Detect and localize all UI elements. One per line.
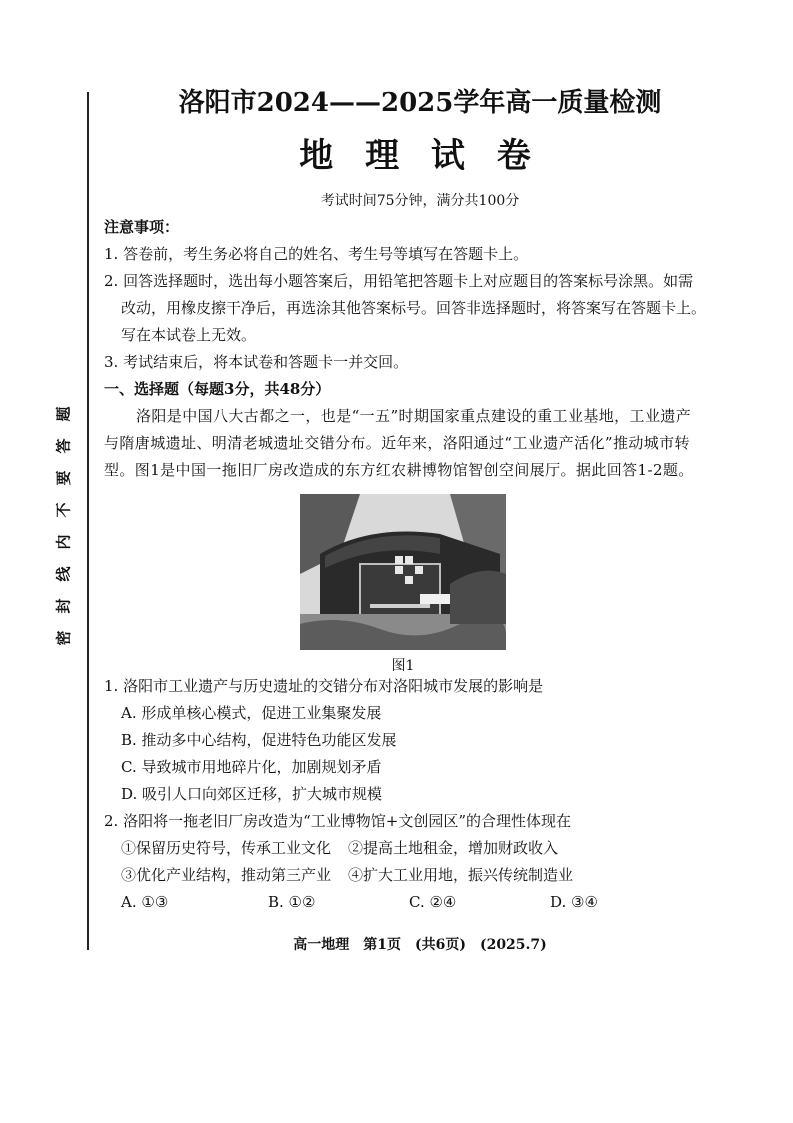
figure-1-photo bbox=[300, 494, 506, 650]
exam-time-info: 考试时间75分钟，满分共100分 bbox=[320, 193, 520, 209]
question-option: C. ②④ bbox=[409, 893, 457, 911]
question-statement: ③优化产业结构，推动第三产业 bbox=[121, 866, 332, 884]
section-heading: 一、选择题（每题3分，共48分） bbox=[104, 380, 331, 398]
seal-char: 内 bbox=[54, 534, 73, 550]
exam-title: 洛阳市2024——2025学年高一质量检测 bbox=[178, 88, 662, 118]
notice-item: 3. 考试结束后，将本试卷和答题卡一并交回。 bbox=[104, 353, 409, 371]
seal-char: 要 bbox=[54, 470, 73, 486]
question-option: D. ③④ bbox=[550, 893, 598, 911]
passage-line: 与隋唐城遗址、明清老城遗址交错分布。近年来，洛阳通过“工业遗产活化”推动城市转 bbox=[104, 434, 690, 452]
exam-subject: 地 理 试 卷 bbox=[299, 136, 541, 176]
question-option: B. ①② bbox=[268, 893, 316, 911]
page-footer: 高一地理 第1页 (共6页) (2025.7) bbox=[293, 937, 547, 953]
notice-item-continued: 改动，用橡皮擦干净后，再选涂其他答案标号。回答非选择题时，将答案写在答题卡上。 bbox=[121, 299, 707, 317]
question-option: D. 吸引人口向郊区迁移，扩大城市规模 bbox=[121, 785, 383, 803]
passage-line: 型。图1是中国一拖旧厂房改造成的东方红农耕博物馆智创空间展厅。据此回答1-2题。 bbox=[104, 461, 694, 479]
museum-building-photo bbox=[300, 494, 506, 650]
notice-heading: 注意事项： bbox=[104, 218, 180, 236]
question-statement: ④扩大工业用地，振兴传统制造业 bbox=[348, 866, 574, 884]
binding-line bbox=[87, 92, 89, 950]
question-option: C. 导致城市用地碎片化，加剧规划矛盾 bbox=[121, 758, 382, 776]
passage-line: 洛阳是中国八大古都之一，也是“一五”时期国家重点建设的重工业基地，工业遗产 bbox=[136, 407, 692, 425]
question-option: B. 推动多中心结构，促进特色功能区发展 bbox=[121, 731, 397, 749]
seal-char: 不 bbox=[54, 502, 73, 518]
seal-char: 密 bbox=[54, 630, 73, 646]
binding-seal-text bbox=[54, 398, 84, 654]
seal-char: 封 bbox=[54, 598, 73, 614]
seal-char: 线 bbox=[54, 566, 73, 582]
seal-char: 题 bbox=[54, 406, 73, 422]
seal-char: 答 bbox=[54, 438, 73, 454]
question-statement: ②提高土地租金，增加财政收入 bbox=[348, 839, 559, 857]
figure-caption: 图1 bbox=[391, 658, 415, 674]
question-option: A. ①③ bbox=[121, 893, 169, 911]
notice-item: 2. 回答选择题时，选出每小题答案后，用铅笔把答题卡上对应题目的答案标号涂黑。如需 bbox=[104, 272, 694, 290]
question-statement: ①保留历史符号，传承工业文化 bbox=[121, 839, 332, 857]
question-stem: 2. 洛阳将一拖老旧厂房改造为“工业博物馆+文创园区”的合理性体现在 bbox=[104, 812, 571, 830]
notice-item-continued: 写在本试卷上无效。 bbox=[121, 326, 257, 344]
question-option: A. 形成单核心模式，促进工业集聚发展 bbox=[121, 704, 382, 722]
notice-item: 1. 答卷前，考生务必将自己的姓名、考生号等填写在答题卡上。 bbox=[104, 245, 529, 263]
question-stem: 1. 洛阳市工业遗产与历史遗址的交错分布对洛阳城市发展的影响是 bbox=[104, 677, 544, 695]
